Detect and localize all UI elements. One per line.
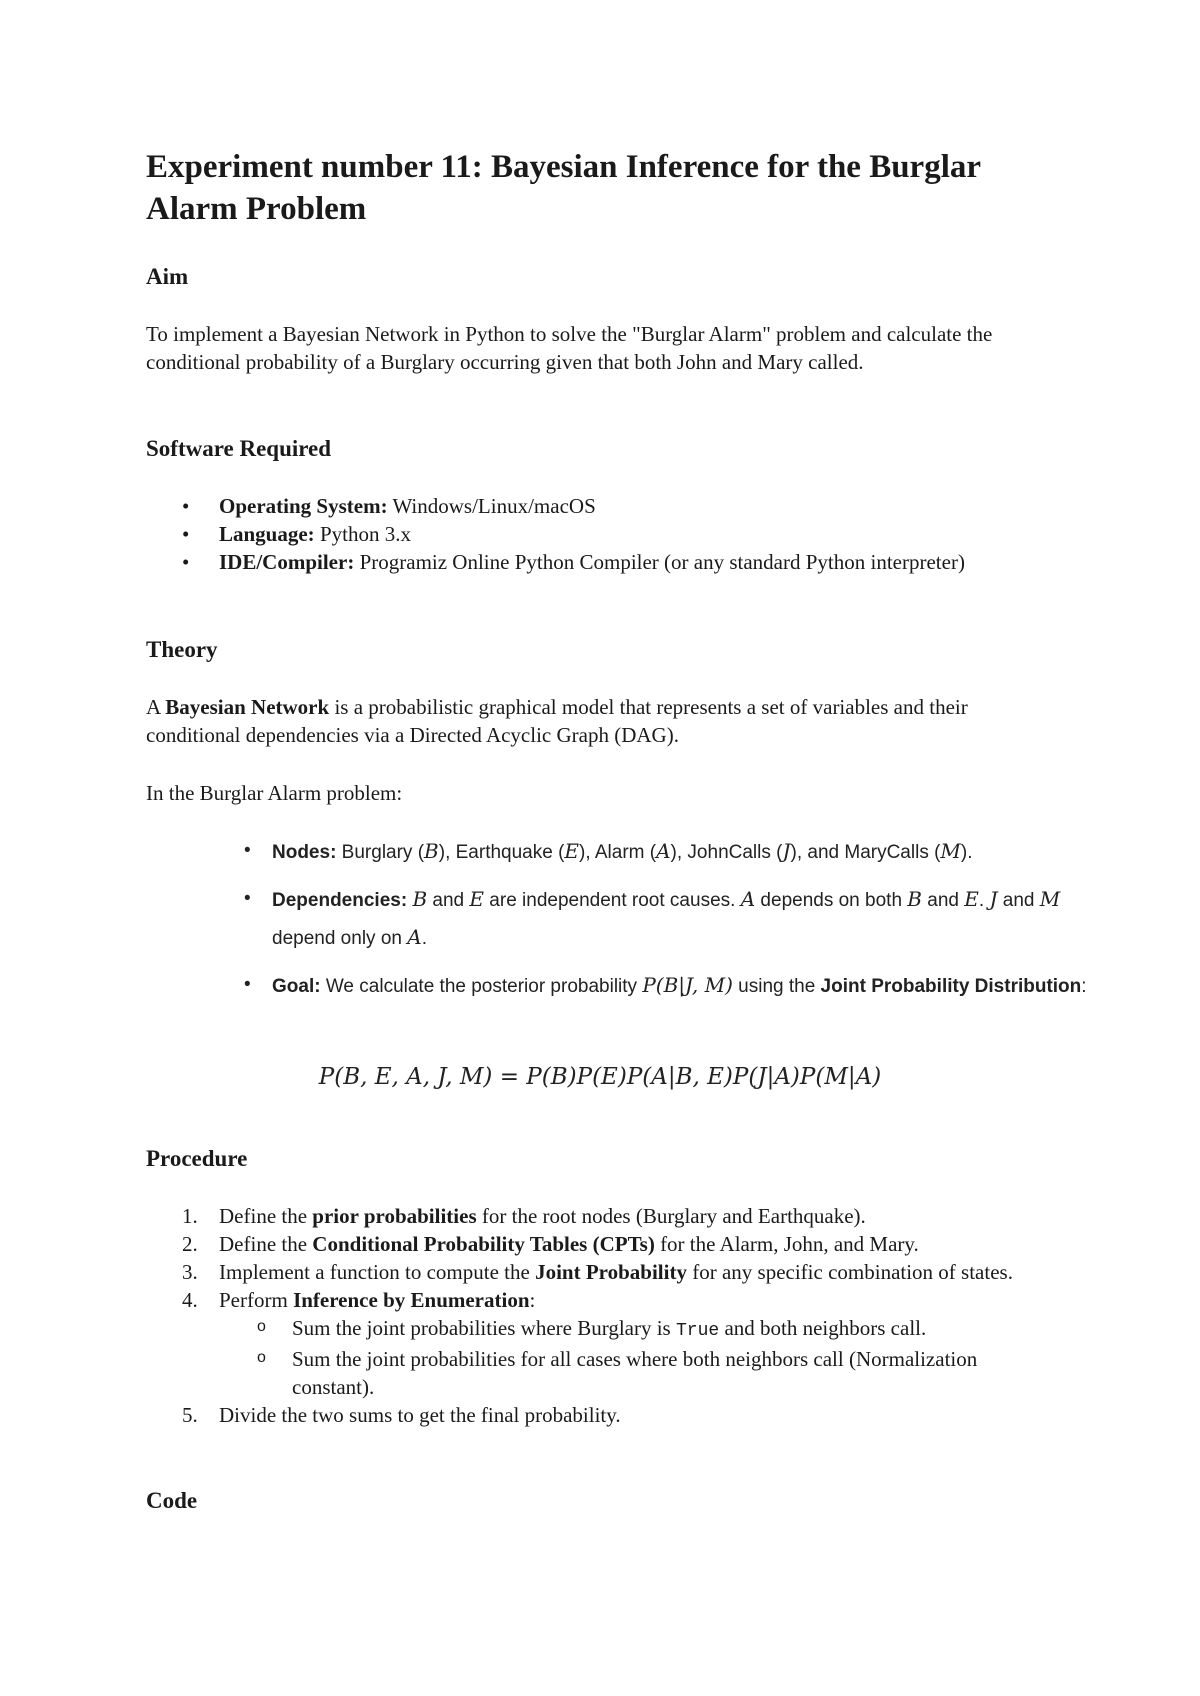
theory-paragraph: A Bayesian Network is a probabilistic graphical model that represents a set of variables and their conditional dependencies via a Directed Acyclic Graph (DAG). (146, 695, 968, 747)
code-heading: Code (146, 1488, 198, 1513)
list-item: o Sum the joint probabilities where Burglary is True and both neighbors call. (219, 1314, 1066, 1345)
procedure-heading: Procedure (146, 1146, 248, 1171)
software-list (146, 492, 1046, 576)
list-item: 5. Divide the two sums to get the final probability. (182, 1403, 621, 1427)
list-item: 2. Define the Conditional Probability Tables (CPTs) for the Alarm, John, and Mary. (182, 1232, 919, 1256)
aim-heading: Aim (146, 264, 189, 289)
theory-intro: In the Burglar Alarm problem: (146, 781, 403, 805)
goal-item: • Goal: We calculate the posterior probability P(B|J, M) using the Joint Probability Distribution: (240, 967, 1120, 1005)
list-item: • Language: Python 3.x (146, 520, 1046, 548)
list-item: 4. Perform Inference by Enumeration: o Sum the joint probabilities where Burglary is True and both neighbors call. o Sum the joint probabilities for all cases where both neighbors call (Normalization constant). (146, 1286, 1066, 1401)
procedure-list (146, 1202, 1066, 1429)
rendered-theory-list (240, 833, 1120, 1015)
list-item: o Sum the joint probabilities for all cases where both neighbors call (Normalization constant). (219, 1345, 1012, 1401)
list-item: • IDE/Compiler: Programiz Online Python Compiler (or any standard Python interpreter) (146, 548, 979, 576)
aim-text: To implement a Bayesian Network in Python to solve the "Burglar Alarm" problem and calculate the conditional probability of a Burglary occurring given that both John and Mary called. (146, 322, 993, 374)
list-item: 1. Define the prior probabilities for the root nodes (Burglary and Earthquake). (182, 1204, 866, 1228)
list-item: 3. Implement a function to compute the Joint Probability for any specific combination of states. (182, 1260, 1013, 1284)
joint-probability-equation: P(B, E, A, J, M) = P(B)P(E)P(A|B, E)P(J|A)P(M|A) (318, 1064, 882, 1090)
software-heading: Software Required (146, 436, 332, 461)
sub-list (219, 1314, 1066, 1401)
list-item: • Operating System: Windows/Linux/macOS (146, 492, 1046, 520)
nodes-item: • Nodes: Burglary (B), Earthquake (E), Alarm (A), JohnCalls (J), and MaryCalls (M). (240, 833, 1120, 871)
dependencies-item: • Dependencies: B and E are independent root causes. A depends on both B and E. J and M depend only on A. (240, 881, 1120, 957)
page-title: Experiment number 11: Bayesian Inference for the Burglar Alarm Problem (146, 149, 981, 227)
theory-heading: Theory (146, 637, 218, 662)
